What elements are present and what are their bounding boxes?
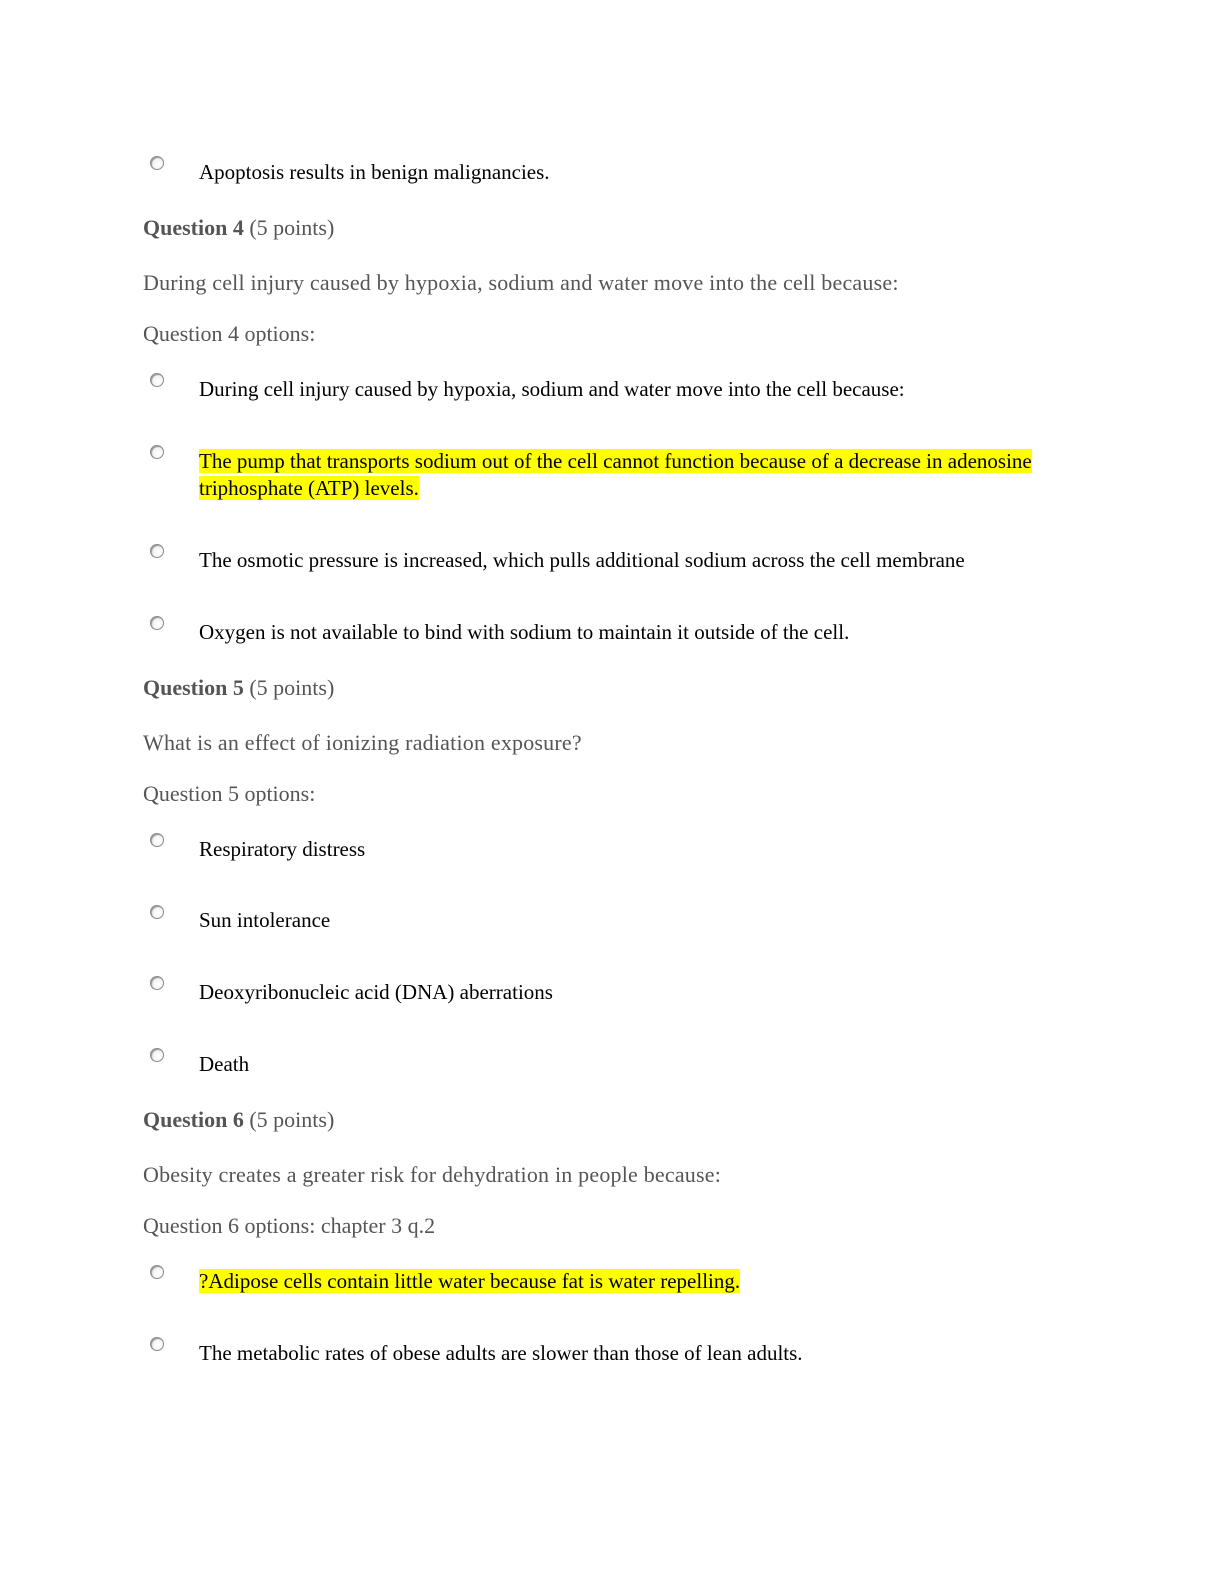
radio-button-icon[interactable] — [150, 905, 164, 919]
q4-option-2-line1-highlight: The pump that transports sodium out of the cell cannot function because of a decrease in adenosine — [199, 449, 1032, 473]
q5-option-4-text: Death — [199, 1052, 250, 1076]
radio-button-icon[interactable] — [150, 833, 164, 847]
q6-option-1-highlight: ?Adipose cells contain little water because fat is water repelling. — [199, 1269, 741, 1293]
radio-button-icon[interactable] — [150, 445, 164, 459]
q4-prompt: During cell injury caused by hypoxia, sodium and water move into the cell because: — [143, 270, 899, 295]
radio-button-icon[interactable] — [150, 976, 164, 990]
q4-options-label: Question 4 options: — [143, 321, 316, 346]
q6-heading — [143, 1107, 334, 1133]
q6-heading-title: Question 6 — [143, 1107, 244, 1132]
q5-option-3-text: Deoxyribonucleic acid (DNA) aberrations — [199, 980, 553, 1004]
q6-option-1-text — [199, 1268, 740, 1295]
q6-option-2-text: The metabolic rates of obese adults are slower than those of lean adults. — [199, 1341, 803, 1365]
q4-option-2-line1 — [199, 448, 1032, 475]
q6-points: (5 points) — [249, 1107, 335, 1132]
radio-button-icon[interactable] — [150, 156, 164, 170]
radio-button-icon[interactable] — [150, 616, 164, 630]
q3-option-1-text: Apoptosis results in benign malignancies. — [199, 160, 550, 184]
q6-options-label: Question 6 options: chapter 3 q.2 — [143, 1213, 436, 1238]
q4-heading-title: Question 4 — [143, 215, 244, 240]
radio-button-icon[interactable] — [150, 1337, 164, 1351]
q4-heading — [143, 215, 334, 241]
q5-points: (5 points) — [249, 675, 335, 700]
q5-heading — [143, 675, 334, 701]
q5-option-1-text: Respiratory distress — [199, 837, 366, 861]
q6-prompt: Obesity creates a greater risk for dehydration in people because: — [143, 1162, 722, 1187]
radio-button-icon[interactable] — [150, 1048, 164, 1062]
radio-button-icon[interactable] — [150, 373, 164, 387]
q5-options-label: Question 5 options: — [143, 781, 316, 806]
q4-option-1-text: During cell injury caused by hypoxia, sodium and water move into the cell because: — [199, 377, 905, 401]
q5-option-2-text: Sun intolerance — [199, 908, 331, 932]
q5-prompt: What is an effect of ionizing radiation exposure? — [143, 730, 582, 755]
q4-points: (5 points) — [249, 215, 335, 240]
q4-option-4-text: Oxygen is not available to bind with sodium to maintain it outside of the cell. — [199, 620, 850, 644]
radio-button-icon[interactable] — [150, 544, 164, 558]
q5-heading-title: Question 5 — [143, 675, 244, 700]
q4-option-2-line2 — [199, 475, 419, 502]
q4-option-2-line2-highlight: triphosphate (ATP) levels. — [199, 476, 419, 500]
q4-option-3-text: The osmotic pressure is increased, which pulls additional sodium across the cell membrane — [199, 548, 965, 572]
radio-button-icon[interactable] — [150, 1265, 164, 1279]
